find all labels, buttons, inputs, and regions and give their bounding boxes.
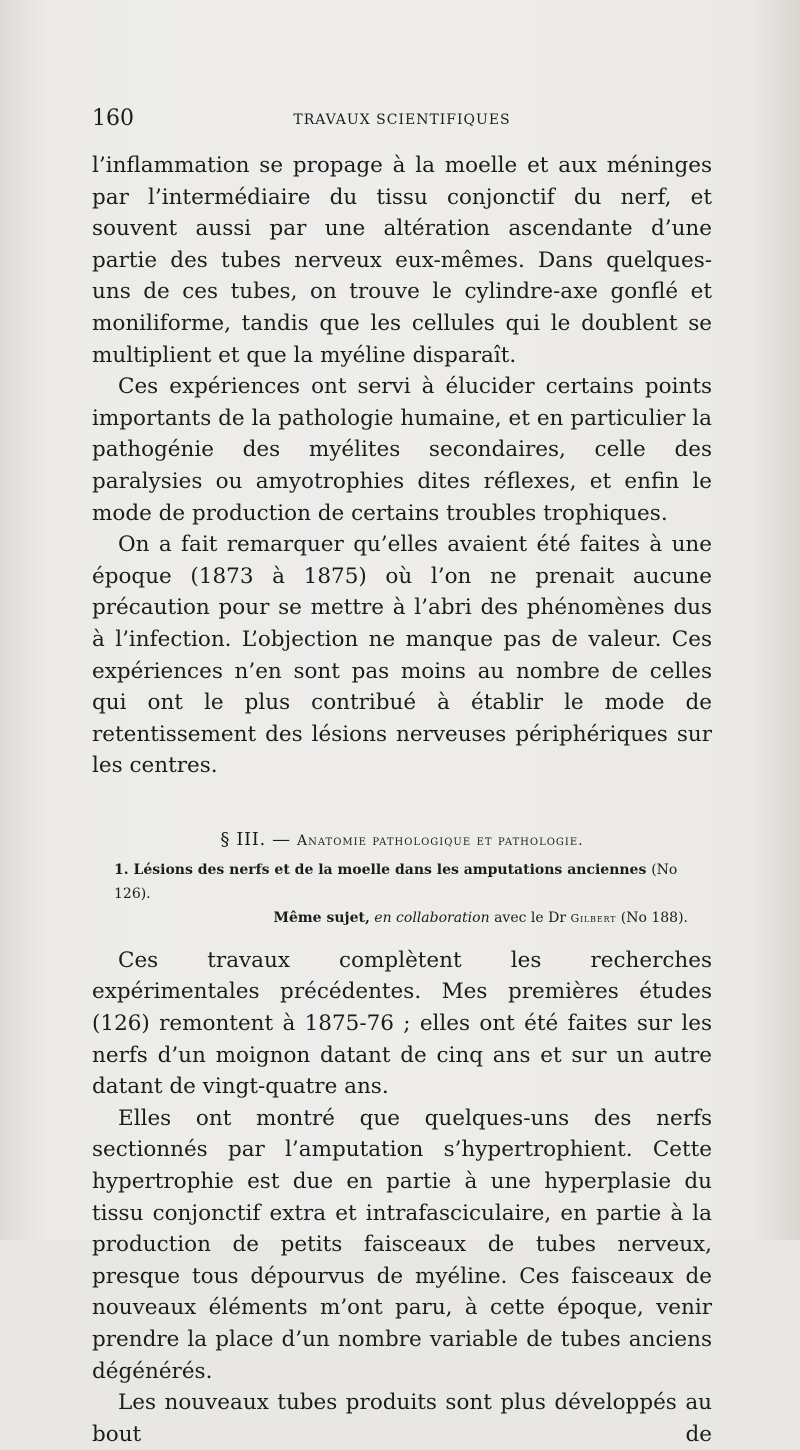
publication-references	[92, 858, 712, 931]
section-mark: § III. —	[220, 828, 291, 850]
page-header	[92, 106, 712, 138]
reference-title: Même sujet,	[273, 909, 370, 926]
paragraph: On a fait remarquer qu’elles avaient été faites à une époque (1873 à 1875) où l’on ne prenait aucune précaution pour se mettre à l’abri des phénomènes dus à l’infection. L’objection ne manque pas de valeur. Ces expériences n’en sont pas moins au nombre de celles qui ont le plus contribué à établir le mode de retentissement des lésions nerveuses périphériques sur les centres.	[92, 532, 712, 779]
paragraph: Elles ont montré que quelques-uns des nerfs sectionnés par l’amputation s’hypertrophient. Cette hypertrophie est due en partie à une hyperplasie du tissu conjonctif extra et intrafasciculaire, en partie à la production de petits faisceaux de tubes nerveux, presque tous dépourvus de myéline. Ces faisceaux de nouveaux éléments m’ont paru, à cette époque, venir prendre la place d’un nombre variable de tubes anciens dégénérés.	[92, 1105, 712, 1384]
body-text	[92, 150, 712, 1450]
reference-number: (No 126).	[114, 861, 678, 902]
paragraph-continuation: l’inflammation se propage à la moelle et aux méninges par l’intermédiaire du tissu conjonctif du nerf, et souvent aussi par une altération ascendante d’une partie des tubes nerveux eux-mêmes. Dans quelques-uns de ces tubes, on trouve le cylindre-axe gonflé et moniliforme, tandis que les cellules qui le doublent se multiplient et que la myéline disparaît.	[92, 153, 712, 368]
reference-collaboration: en collaboration	[374, 909, 490, 926]
reference-title-dr: Dr	[548, 909, 567, 926]
paragraph-continues: Les nouveaux tubes produits sont plus développés au bout de	[92, 1390, 712, 1447]
reference-number: (No 188).	[620, 909, 688, 926]
reference-author: Gilbert	[570, 911, 617, 925]
paragraph: Ces travaux complètent les recherches expérimentales précédentes. Mes premières études (126) remontent à 1875-76 ; elles ont été faites sur les nerfs d’un moignon datant de cinq ans et sur un autre datant de vingt-quatre ans.	[92, 947, 712, 1100]
section-heading	[92, 829, 712, 850]
section-title: Anatomie pathologique et pathologie.	[297, 832, 584, 849]
page-number: 160	[92, 106, 134, 131]
reference-line-2	[92, 906, 712, 931]
running-title: TRAVAUX SCIENTIFIQUES	[293, 112, 511, 128]
paragraph: Ces expériences ont servi à élucider certains points importants de la pathologie humaine, et en particulier la pathogénie des myélites secondaires, celle des paralysies ou amyotrophies dites réflexes, et enfin le mode de production de certains troubles trophiques.	[92, 374, 712, 526]
reference-title: 1. Lésions des nerfs et de la moelle dans les amputations anciennes	[114, 861, 647, 878]
reference-line-1	[92, 858, 712, 906]
reference-text: avec le	[494, 909, 544, 926]
